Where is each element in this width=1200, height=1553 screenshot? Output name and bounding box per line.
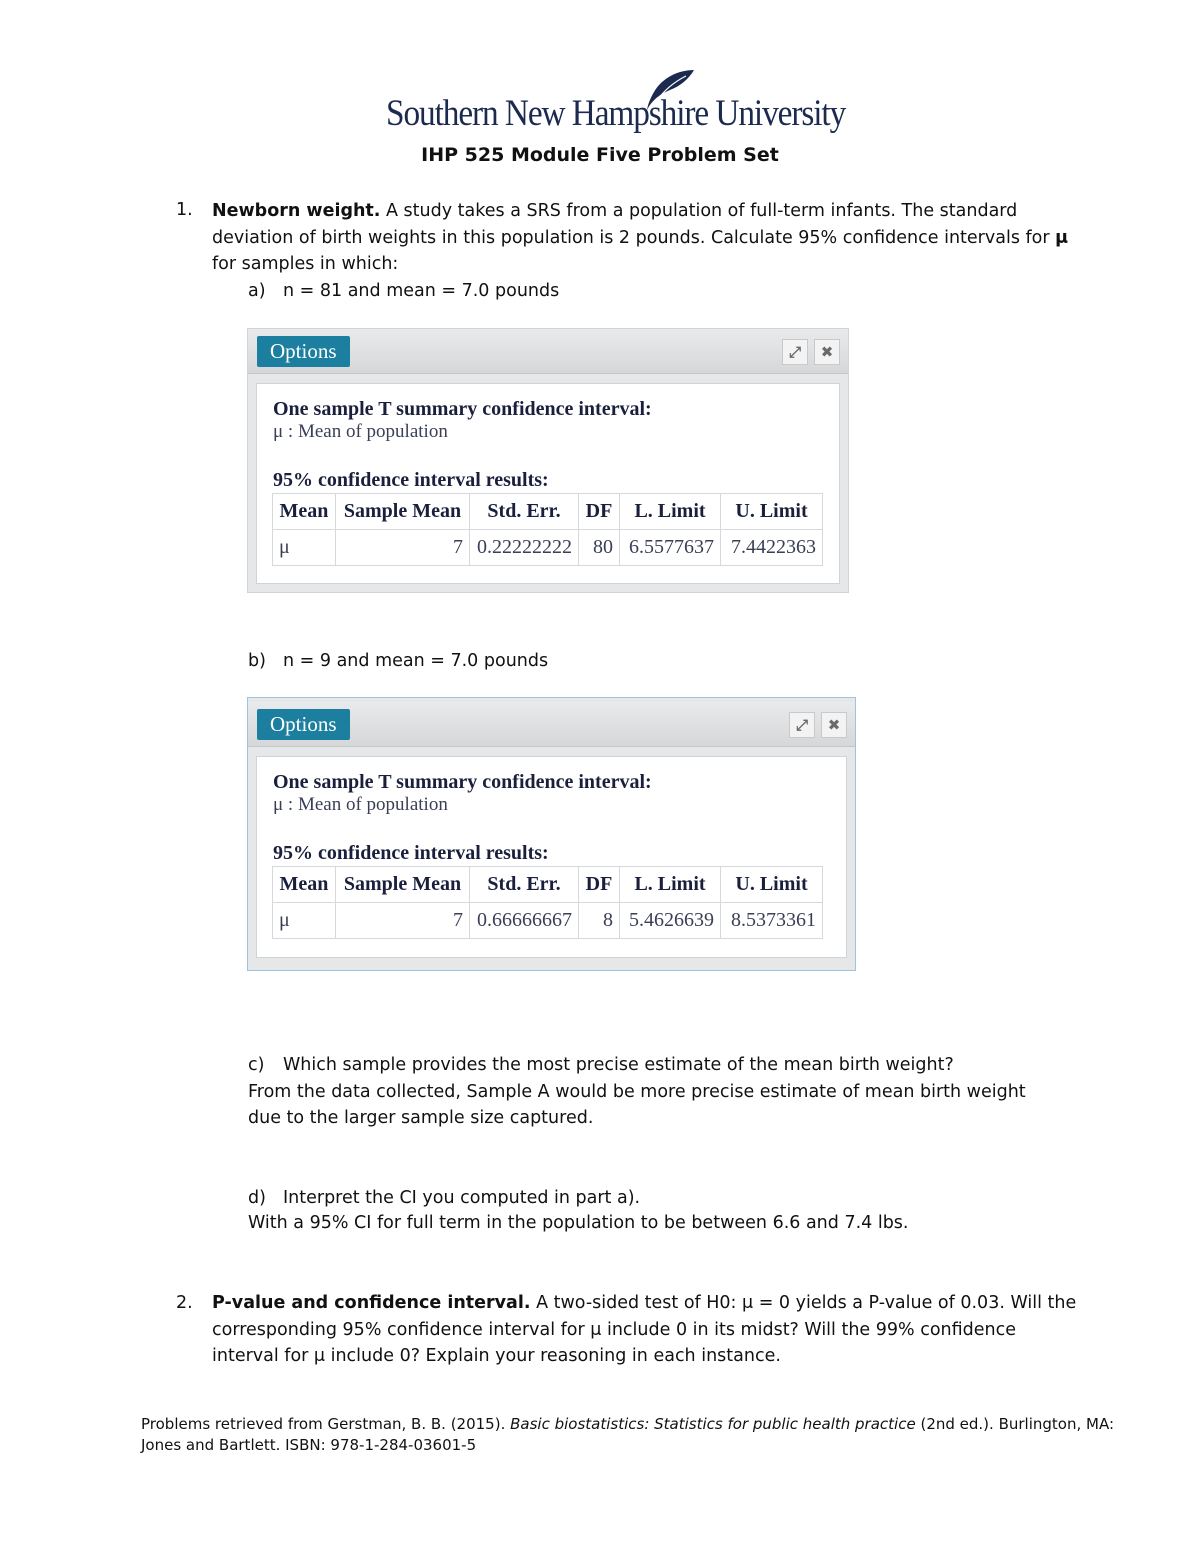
footer-citation-line-2: Jones and Bartlett. ISBN: 978-1-284-03601-5 xyxy=(141,1436,477,1454)
parameter-description: μ : Mean of population xyxy=(273,794,448,815)
options-button[interactable]: Options xyxy=(257,336,350,367)
table-cell: 0.22222222 xyxy=(470,530,579,566)
part-a-text: n = 81 and mean = 7.0 pounds xyxy=(283,281,560,301)
university-name: Southern New Hampshire University xyxy=(386,93,846,134)
question-text: A two-sided test of H0: μ = 0 yields a P-value of 0.03. Will the xyxy=(530,1293,1077,1313)
table-cell: μ xyxy=(273,903,336,939)
column-header: DF xyxy=(579,494,620,530)
column-header: Mean xyxy=(273,494,336,530)
results-heading: 95% confidence interval results: xyxy=(273,842,549,864)
question-text: A study takes a SRS from a population of full-term infants. The standard xyxy=(380,201,1018,221)
part-c-label: c) xyxy=(248,1055,265,1075)
question-2-line-3: interval for μ include 0? Explain your reasoning in each instance. xyxy=(212,1346,781,1366)
part-b-text: n = 9 and mean = 7.0 pounds xyxy=(283,651,549,671)
part-c-text: Which sample provides the most precise estimate of the mean birth weight? xyxy=(283,1055,954,1075)
options-panel xyxy=(247,328,849,593)
column-header: Mean xyxy=(273,867,336,903)
column-header: U. Limit xyxy=(721,867,823,903)
table-cell: 8.5373361 xyxy=(721,903,823,939)
options-panel xyxy=(247,697,856,971)
parameter-description: μ : Mean of population xyxy=(273,421,448,442)
panel-content xyxy=(256,756,847,958)
column-header: Std. Err. xyxy=(470,867,579,903)
table-cell: 7.4422363 xyxy=(721,530,823,566)
citation-text: (2nd ed.). Burlington, MA: xyxy=(915,1415,1114,1433)
question-number: 2. xyxy=(176,1293,193,1313)
table-cell: 7 xyxy=(336,903,470,939)
table-cell: 80 xyxy=(579,530,620,566)
question-2-line-2: corresponding 95% confidence interval for μ include 0 in its midst? Will the 99% confidence xyxy=(212,1320,1017,1340)
result-title: One sample T summary confidence interval: xyxy=(273,771,652,793)
table-header-row xyxy=(273,494,823,530)
question-number: 1. xyxy=(176,200,193,220)
book-title: Basic biostatistics: Statistics for public health practice xyxy=(510,1415,916,1433)
question-heading: P-value and confidence interval. xyxy=(212,1293,531,1313)
table-row xyxy=(273,903,823,939)
panel-content xyxy=(256,383,840,584)
table-row xyxy=(273,530,823,566)
question-1-line-2 xyxy=(212,225,1068,252)
close-icon[interactable]: ✖ xyxy=(821,712,847,738)
footer-citation xyxy=(141,1414,1114,1435)
table-cell: 0.66666667 xyxy=(470,903,579,939)
column-header: U. Limit xyxy=(721,494,823,530)
citation-text: Problems retrieved from Gerstman, B. B. (2015). xyxy=(141,1415,511,1433)
part-a-label: a) xyxy=(248,281,266,301)
options-button[interactable]: Options xyxy=(257,709,350,740)
close-icon[interactable]: ✖ xyxy=(814,339,840,365)
page-title: IHP 525 Module Five Problem Set xyxy=(421,144,779,166)
column-header: Sample Mean xyxy=(336,494,470,530)
column-header: Std. Err. xyxy=(470,494,579,530)
mu-symbol: μ xyxy=(1055,228,1069,248)
table-cell: 8 xyxy=(579,903,620,939)
question-heading: Newborn weight. xyxy=(212,201,381,221)
expand-icon[interactable]: ⤢ xyxy=(782,339,808,365)
table-cell: 7 xyxy=(336,530,470,566)
expand-icon[interactable]: ⤢ xyxy=(789,712,815,738)
results-table xyxy=(272,866,823,939)
column-header: L. Limit xyxy=(620,867,721,903)
part-b-label: b) xyxy=(248,651,266,671)
result-title: One sample T summary confidence interval: xyxy=(273,398,652,420)
table-cell: 6.5577637 xyxy=(620,530,721,566)
university-logo xyxy=(386,68,846,138)
part-c-answer: From the data collected, Sample A would be more precise estimate of mean birth weight xyxy=(248,1082,1026,1102)
column-header: Sample Mean xyxy=(336,867,470,903)
panel-header xyxy=(248,329,848,374)
panel-header xyxy=(248,702,855,747)
table-cell: μ xyxy=(273,530,336,566)
table-cell: 5.4626639 xyxy=(620,903,721,939)
question-1-line-3: for samples in which: xyxy=(212,254,399,274)
question-text: deviation of birth weights in this population is 2 pounds. Calculate 95% confidence intervals for xyxy=(212,228,1056,248)
question-2-line-1 xyxy=(212,1290,1076,1317)
part-d-label: d) xyxy=(248,1188,266,1208)
column-header: L. Limit xyxy=(620,494,721,530)
column-header: DF xyxy=(579,867,620,903)
results-table xyxy=(272,493,823,566)
question-1-line-1 xyxy=(212,198,1017,225)
part-d-answer: With a 95% CI for full term in the population to be between 6.6 and 7.4 lbs. xyxy=(248,1213,909,1233)
part-d-text: Interpret the CI you computed in part a). xyxy=(283,1188,641,1208)
results-heading: 95% confidence interval results: xyxy=(273,469,549,491)
table-header-row xyxy=(273,867,823,903)
part-c-answer: due to the larger sample size captured. xyxy=(248,1108,594,1128)
